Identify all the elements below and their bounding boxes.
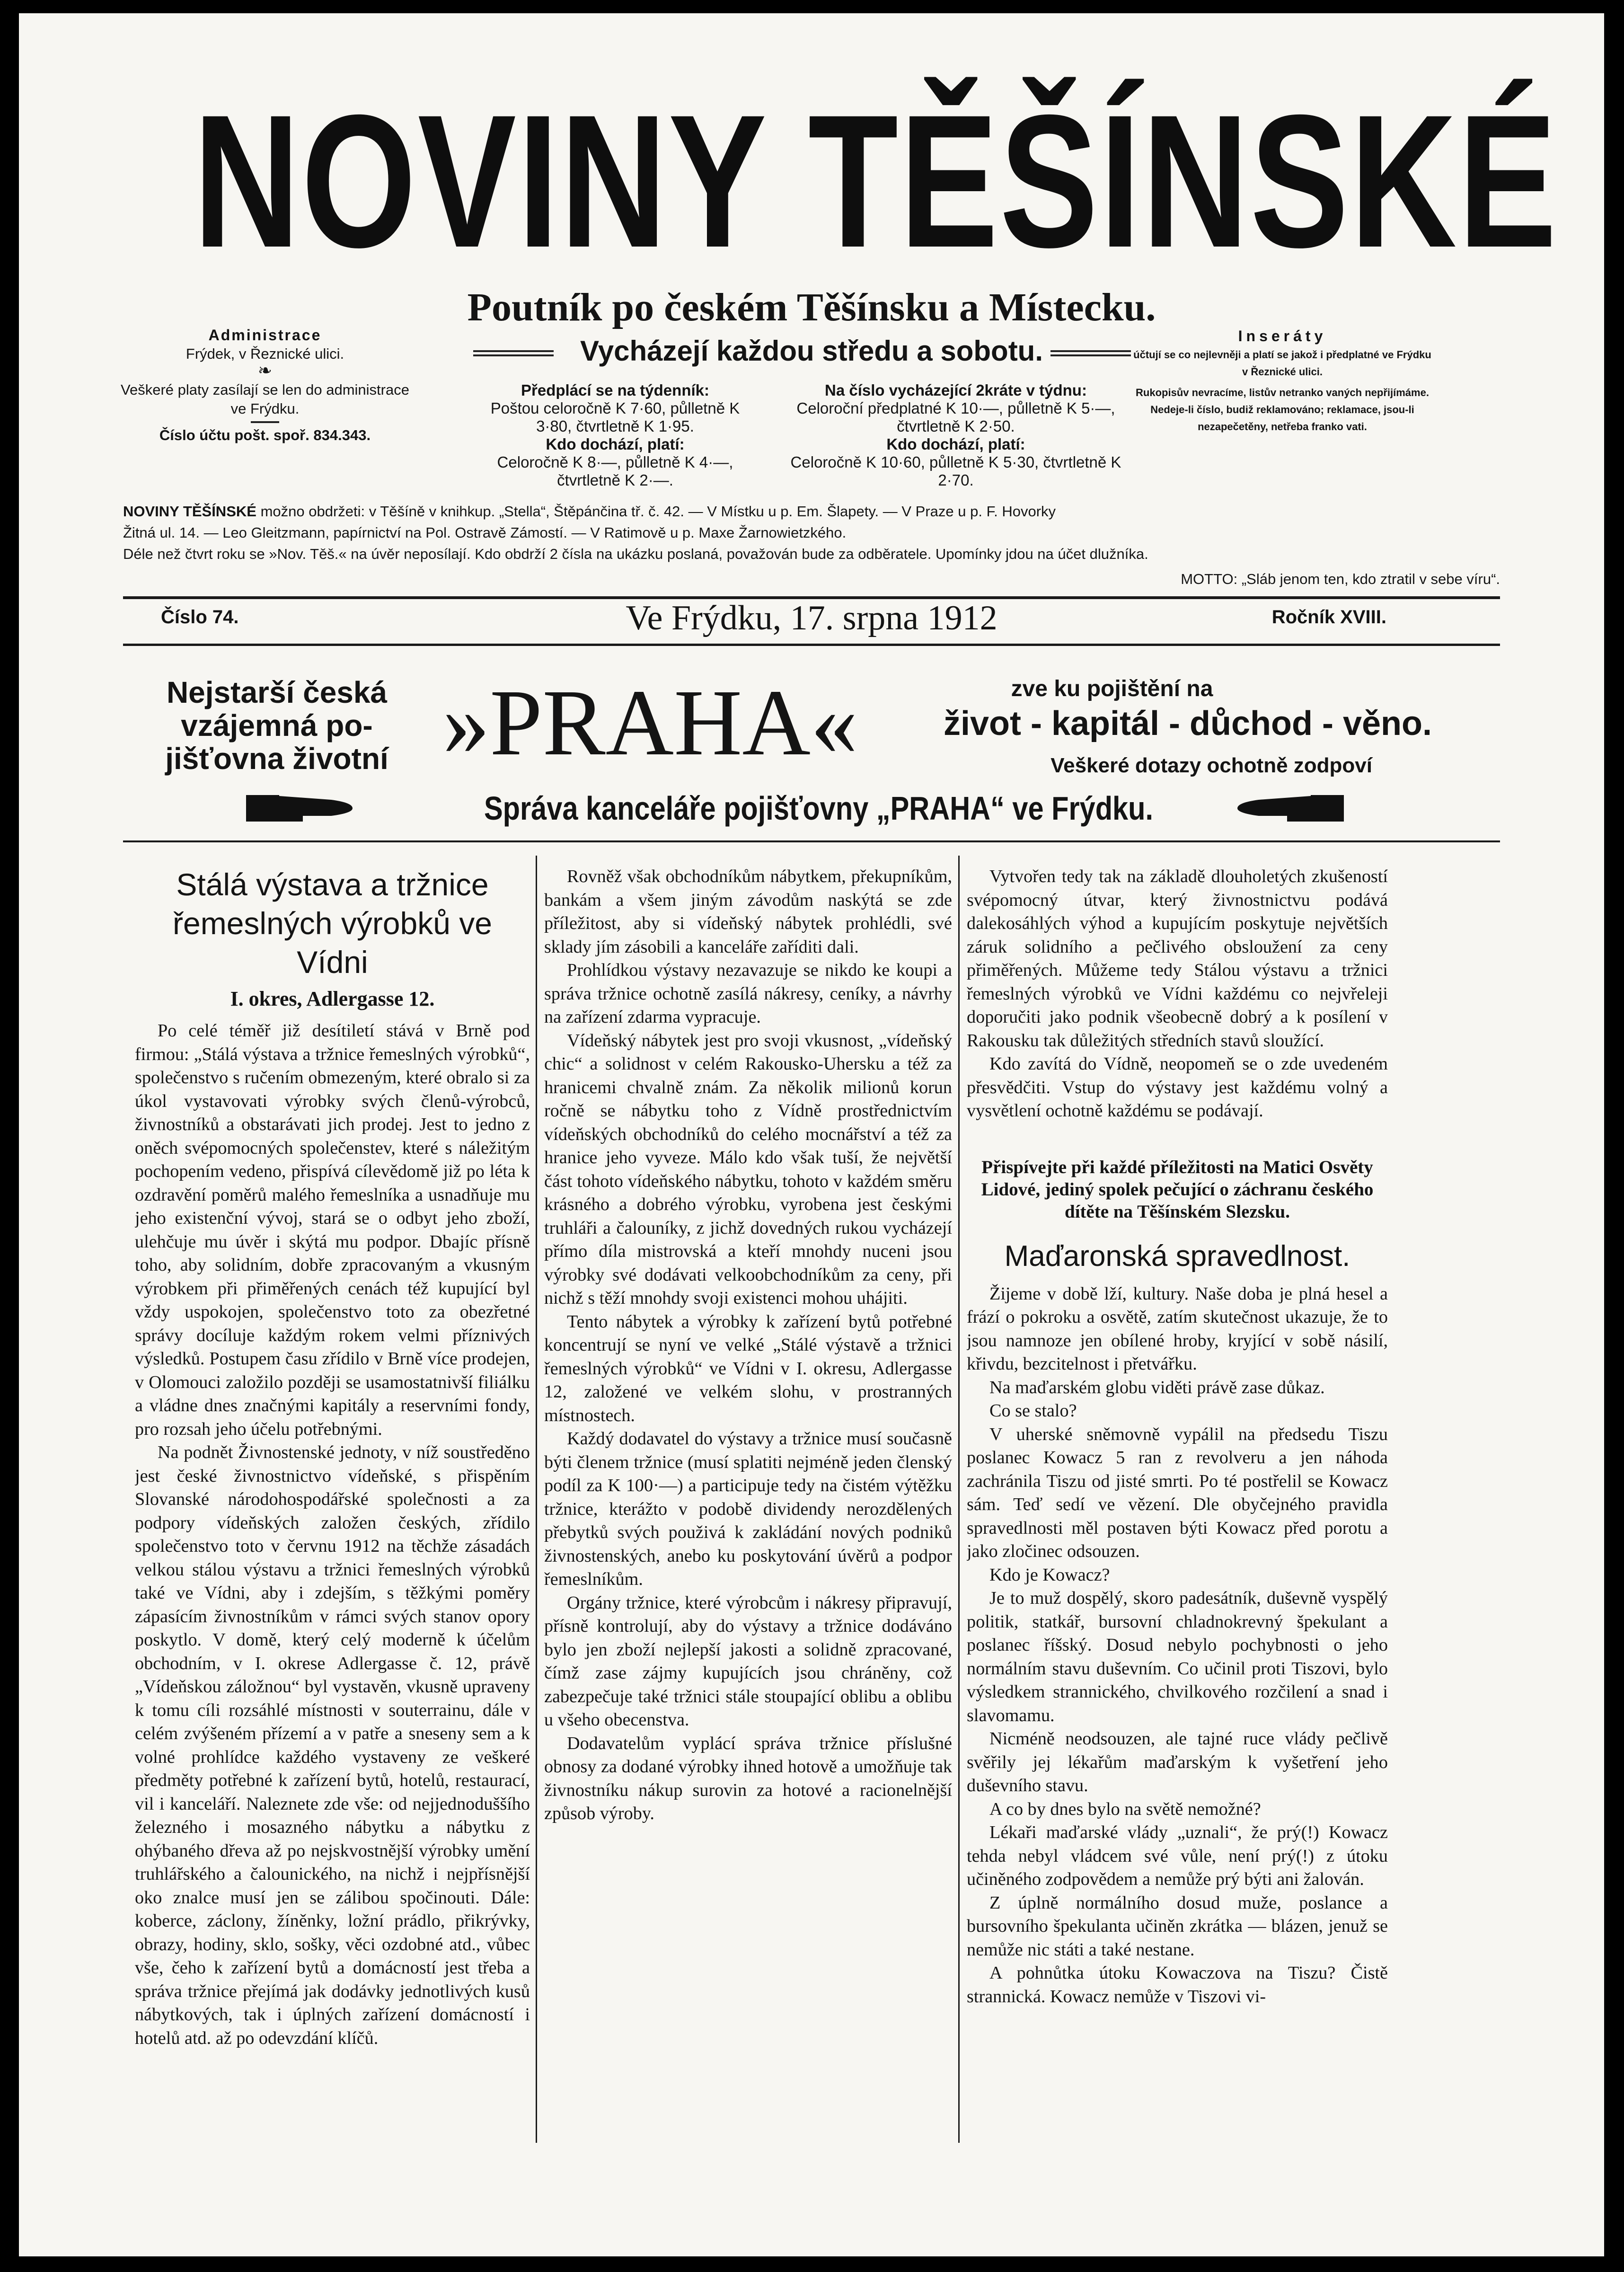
advert-tagline: zve ku pojištění na bbox=[1011, 676, 1213, 701]
pointing-hand-icon bbox=[246, 789, 355, 827]
separator bbox=[251, 421, 279, 423]
article2-paragraph: Kdo je Kowacz? bbox=[989, 1565, 1110, 1585]
masthead-subtitle: Poutník po českém Těšínsku a Místecku. bbox=[467, 285, 1156, 329]
rule-bottom bbox=[123, 644, 1500, 646]
sales-info bbox=[123, 501, 1500, 565]
article2-paragraph: A pohnůtka útoku Kowaczova na Tiszu? Čistě strannická. Kowacz nemůže v Tiszovi vi- bbox=[967, 1963, 1388, 2007]
matice-appeal: Přispívejte při každé příležitosti na Matici Osvěty Lidové, jediný spolek pečující o záchranu českého dítěte na Těšínském Slezsku. bbox=[981, 1157, 1374, 1222]
sales-line-2: Žitná ul. 14. — Leo Gleitzmann, papírnictví na Pol. Ostravě Zámostí. — V Ratimově u p. Maxe Žarnowietzkého. bbox=[123, 524, 847, 541]
article-paragraph: Tento nábytek a výrobky k zařízení bytů potřebné koncentrují se nyní ve velké „Stálé výstavě a tržnici řemeslných výrobků“ ve Vídni v I. okresu, Adlergasse 12, založené ve velkém slohu, v prostranných místnostech. bbox=[544, 1311, 952, 1425]
inserts-text-1: účtují se co nejlevněji a platí se jakož i předplatné ve Frýdku v Řeznické ulici. bbox=[1133, 349, 1431, 378]
twice-postal: Celoroční předplatné K 10·—, půlletně K 5·—, čtvrtletně K 2·50. bbox=[796, 399, 1115, 435]
article-paragraph: Po celé téměř již desítiletí stává v Brně pod firmou: „Stálá výstava a tržnice řemeslných výrobků“, společenstvo s ručením obmezeným, které obralo si za úkol vystavovati výrobky svých členů-výrobců, živnostníků a obstarávati jich prodej. Jest to jedno z oněch svépomocných společenstev, které s náležitým pochopením vedeno, přispívá cílevědomě již po léta k ozdravění poměrů malého řemeslníka a usnadňuje mu jeho existenční vývoj, stará se o odbyt jeho zboží, ulehčuje mu úvěr i skýtá mu podpor. Dbajíc přísně toho, aby solidním, dobře zpracovaným a vkusným výrobkem při přiměřených cenách též kupující byl vždy uspokojen, společenstvo toto za obezřetné správy docíluje každým rokem velmi příznivých výsledků. Postupem času zřídilo v Brně více prodejen, v Olomouci založilo později se usamostatnivší filiálku a vládne dnes značnými kapitály a reservními fondy, pro rozsah jeho účelu potřebnými. bbox=[135, 1021, 530, 1439]
article2-paragraph: Je to muž dospělý, skoro padesátník, duševně vyspělý politik, statkář, bursovní chladnokrevný špekulant a poslanec říšský. Dosud nebylo pochybnosti o jeho normálním stavu duševním. Co učinil proti Tiszovi, bylo výsledkem strannického, chvilkového rozčilení a snad i slavomamu. bbox=[967, 1588, 1388, 1725]
article-paragraph: Kdo zavítá do Vídně, neopomeň se o zde uvedeném přesvědčiti. Vstup do výstavy jest každému volný a vysvětlení ochotně každému se podávají. bbox=[967, 1054, 1388, 1121]
article-subhead: I. okres, Adlergasse 12. bbox=[230, 987, 435, 1010]
article2-paragraph: Lékaři maďarské vlády „uznali“, že prý(!) Kowacz tehda nebyl vládcem své vůle, není prý(!) z útoku učiněného zodpovědem a nemůže prý býti ani žalován. bbox=[967, 1822, 1388, 1889]
inserts-heading: Inseráty bbox=[1238, 327, 1327, 345]
article2-paragraph: Na maďarském globu viděti právě zase důkaz. bbox=[989, 1377, 1325, 1397]
administration-address: Frýdek, v Řeznické ulici. bbox=[185, 345, 344, 362]
weekly-collect: Celoročně K 8·—, půlletně K 4·—, čtvrtletně K 2·—. bbox=[497, 453, 733, 489]
article-column-1 bbox=[135, 865, 530, 2138]
twice-collect: Celoročně K 10·60, půlletně K 5·30, čtvrtletně K 2·70. bbox=[790, 453, 1121, 489]
motto: MOTTO: „Sláb jenom ten, kdo ztratil v sebe víru“. bbox=[1181, 571, 1500, 587]
sales-name: NOVINY TĚŠÍNSKÉ bbox=[123, 503, 256, 520]
masthead-title: NOVINY TĚŠÍNSKÉ bbox=[193, 75, 1558, 287]
article2-paragraph: A co by dnes bylo na světě nemožné? bbox=[989, 1799, 1261, 1819]
weekly-heading: Předplácí se na týdenník: bbox=[521, 381, 709, 399]
column-divider-2 bbox=[958, 856, 960, 2143]
article-title: Stálá výstava a tržnice řemeslných výrobků ve Vídni bbox=[173, 867, 492, 980]
article-paragraph: Každý dodavatel do výstavy a tržnice musí současně býti členem tržnice (musí splatiti nejméně jeden členský podíl za K 100·—) a participuje tedy na čistém výtěžku tržnice, kterážto v podobě dividendy nerozdělených přebytků svých použivá k zakládání nových podniků živnostenských, anebo ku poskytování úvěrů a podpor řemeslníkům. bbox=[544, 1429, 952, 1589]
advert-insurance-types: život - kapitál - důchod - věno. bbox=[943, 705, 1432, 743]
newspaper-page bbox=[19, 13, 1604, 2256]
article-paragraph: Dodavatelům vyplácí správa tržnice příslušné obnosy za dodané výrobky ihned hotově a umožňuje tak živnostníku nákup surovin za hotové a racionelnější způsob výroby. bbox=[544, 1733, 952, 1823]
administration-heading: Administrace bbox=[208, 327, 322, 344]
article-paragraph: Rovněž však obchodníkům nábytkem, překupníkům, bankám a všem jiným závodům naskýtá se zde příležitost, aby si vídeňský nábytek prohlédli, své sklady jím zásobili a kanceláře zaříditi dali. bbox=[544, 866, 952, 957]
advert-company-name: »PRAHA« bbox=[442, 671, 858, 775]
article2-paragraph: Co se stalo? bbox=[989, 1401, 1077, 1421]
column-divider-1 bbox=[536, 856, 537, 2143]
article-paragraph: Orgány tržnice, které výrobcům i nákresy připravují, přísně kontrolují, aby do výstavy a tržnice dodáváno bylo jen zboží nejlepší jakosti a solidně zpracované, čímž zase zájmy kupujících jsou chráněny, což zabezpečuje také tržnici stále stoupající oblibu a oblibu u všeho obecenstva. bbox=[544, 1592, 952, 1730]
dateline: Ve Frýdku, 17. srpna 1912 bbox=[626, 599, 997, 637]
twice-heading: Na číslo vycházející 2kráte v týdnu: bbox=[825, 381, 1087, 399]
advert-left-text: Nejstarší česká vzájemná po- jišťovna životní bbox=[165, 675, 388, 776]
article2-paragraph: Z úplně normálního dosud muže, poslance a bursovního špekulanta učiněn zkrátka — blázen, jenuž se nemůže nic státi a také nestane. bbox=[967, 1892, 1388, 1960]
advert-rule bbox=[123, 840, 1500, 842]
article-column-3 bbox=[967, 865, 1388, 2138]
decorative-rule-right bbox=[1050, 350, 1131, 356]
article2-paragraph: Žijeme v době lží, kultury. Naše doba je plná hesel a frází o pokroku a osvětě, zatím skutečnost ukazuje, že to jsou namnoze jen obílené hroby, kryjící v sobě násilí, křivdu, bezcitelnost i přetvářku. bbox=[967, 1283, 1388, 1374]
issue-number: Číslo 74. bbox=[161, 607, 239, 628]
volume-number: Ročník XVIII. bbox=[1271, 607, 1386, 628]
pointing-hand-icon-right bbox=[1235, 789, 1344, 827]
weekly-collect-heading: Kdo dochází, platí: bbox=[546, 435, 685, 453]
advert-office-line: Správa kanceláře pojišťovny „PRAHA“ ve Frýdku. bbox=[484, 790, 1154, 827]
sales-line-3: Déle než čtvrt roku se »Nov. Těš.« na úvěr neposílají. Kdo obdrží 2 čísla na ukázku poslaná, považován bude za odběratele. Upomínky jdou na účet dlužníka. bbox=[123, 546, 1148, 562]
administration-account: Číslo účtu pošt. spoř. 834.343. bbox=[159, 427, 371, 443]
sales-line-1: možno obdržeti: v Těšíně v knihkup. „Stella“, Štěpánčina tř. č. 42. — V Místku u p. Em. Šlapety. — V Praze u p. F. Hovorky bbox=[260, 503, 1056, 520]
twice-collect-heading: Kdo dochází, platí: bbox=[886, 435, 1025, 453]
article-paragraph: Prohlídkou výstavy nezavazuje se nikdo ke koupi a správa tržnice ochotně zasílá nákresy, ceníky, a návrhy na zařízení zdarma vypracuje. bbox=[544, 960, 952, 1027]
advert-note: Veškeré dotazy ochotně zodpoví bbox=[1050, 754, 1372, 777]
weekly-prices bbox=[473, 381, 757, 489]
administration-box bbox=[118, 326, 412, 445]
inserts-text-2: Rukopisův nevracíme, listův netranko vaných nepřijímáme. Nedeje-li číslo, budiž reklamováno; reklamace, jsou-li nezapečetěny, netřeba franko vati. bbox=[1136, 387, 1429, 433]
ornament-icon: ❧ bbox=[257, 361, 273, 380]
article-paragraph: Na podnět Živnostenské jednoty, v níž soustředěno jest české živnostnictvo vídeňské, s přispěním Slovanské národohospodářské společnosti a za podpory vídeňských založen českých, zřídilo společenstvo toto v červnu 1912 na těchže zásadách velkou stálou výstavu a tržnici řemeslných výrobků také ve Vídni, aby i zdejším, s těžkými poměry zápasícím živnostníkům v rámci svých stanov opory poskytlo. V domě, který celý moderně k účelům obchodním, v I. okrese Adlergasse č. 12, právě „Vídeňskou záložnou“ byl vystavěn, vkusně upraveny k tomu cíli rozsáhlé místnosti v souterrainu, dále v celém zvýšeném přízemí a v patře a sneseny sem a k volné prohlídce každého vystaveny ze veškeré předměty potřebné k zařízení bytů, hotelů, restaurací, vil i kanceláří. Naleznete zde vše: od nejjednoduššího železného i mosazného nábytku a nábytku z ohýbaného dřeva až po nejskvostnější výrobky umění truhlářského a čalounického, na nichž i nejpřísnější oko znalce musí jen se zálibou spočinouti. Dále: koberce, záclony, žíněnky, ložní prádlo, přikrývky, obrazy, hodiny, sklo, sošky, věci ozdobné atd., vůbec vše, čeho k zařízení bytů a domácností jest třeba a správa tržnice přejímá jak dodávky jednotlivých kusů nábytkových, tak i úplných zařízení domácností i hotelů atd. až po odevzdání klíčů. bbox=[135, 1442, 530, 2048]
article2-paragraph: V uherské sněmovně vypálil na předsedu Tiszu poslanec Kowacz 5 ran z revolveru a jen náhoda zachránila Tiszu od jisté smrti. Po té postřelil se Kowacz sám. Teď sedí ve vězení. Dle obyčejného pravidla spravedlnosti měl postaven býti Kowacz před porotu a jako zločinec odsouzen. bbox=[967, 1424, 1388, 1561]
twice-weekly-prices bbox=[786, 381, 1126, 489]
article-column-2 bbox=[544, 865, 952, 2138]
publication-frequency: Vycházejí každou středu a sobotu. bbox=[580, 335, 1043, 367]
weekly-postal: Poštou celoročně K 7·60, půlletně K 3·80, čtvrtletně K 1·95. bbox=[490, 399, 740, 435]
article2-paragraph: Nicméně neodsouzen, ale tajné ruce vlády pečlivě svěřily jej lékařům maďarským k vyšetření jeho duševního stavu. bbox=[967, 1729, 1388, 1795]
administration-payments: Veškeré platy zasílají se len do administrace ve Frýdku. bbox=[121, 381, 409, 417]
inserts-box bbox=[1131, 326, 1434, 435]
article-paragraph: Vytvořen tedy tak na základě dlouholetých zkušeností svépomocný útvar, který živnostnictvu podává dalekosáhlých výhod a kupujícím poskytuje největších záruk solidního a pečlivého obsloužení za ceny přiměřených. Můžeme tedy Stálou výstavu a tržnici řemeslných výrobků ve Vídni každému co nejvřeleji doporučiti jako podnik všeobecně dobrý a k posílení v Rakousku tak důležitých středních stavů sloužící. bbox=[967, 866, 1388, 1051]
article2-title: Maďaronská spravedlnost. bbox=[1004, 1239, 1350, 1273]
article-paragraph: Vídeňský nábytek jest pro svoji vkusnost, „vídeňský chic“ a solidnost v celém Rakousko-Uhersku a též za hranicemi chvalně znám. Za několik milionů korun ročně se nábytku toho z Vídně prostřednictvím vídeňských obchodníků do celého mocnářství a též za hranice jeho vyveze. Málo kdo však tuší, že největší část tohoto vídeňského nábytku, tohoto v každém směru krásného a dobrého výrobku, vyrobena jest českými truhláři a čalouníky, z jichž dovedných rukou vycházejí přímo díla mistrovská a kteří mnohdy nuceni jsou výrobky své dodávati velkoobchodníkům za ceny, při nichž s těží mnohdy svoji existenci mohou uhájiti. bbox=[544, 1030, 952, 1308]
